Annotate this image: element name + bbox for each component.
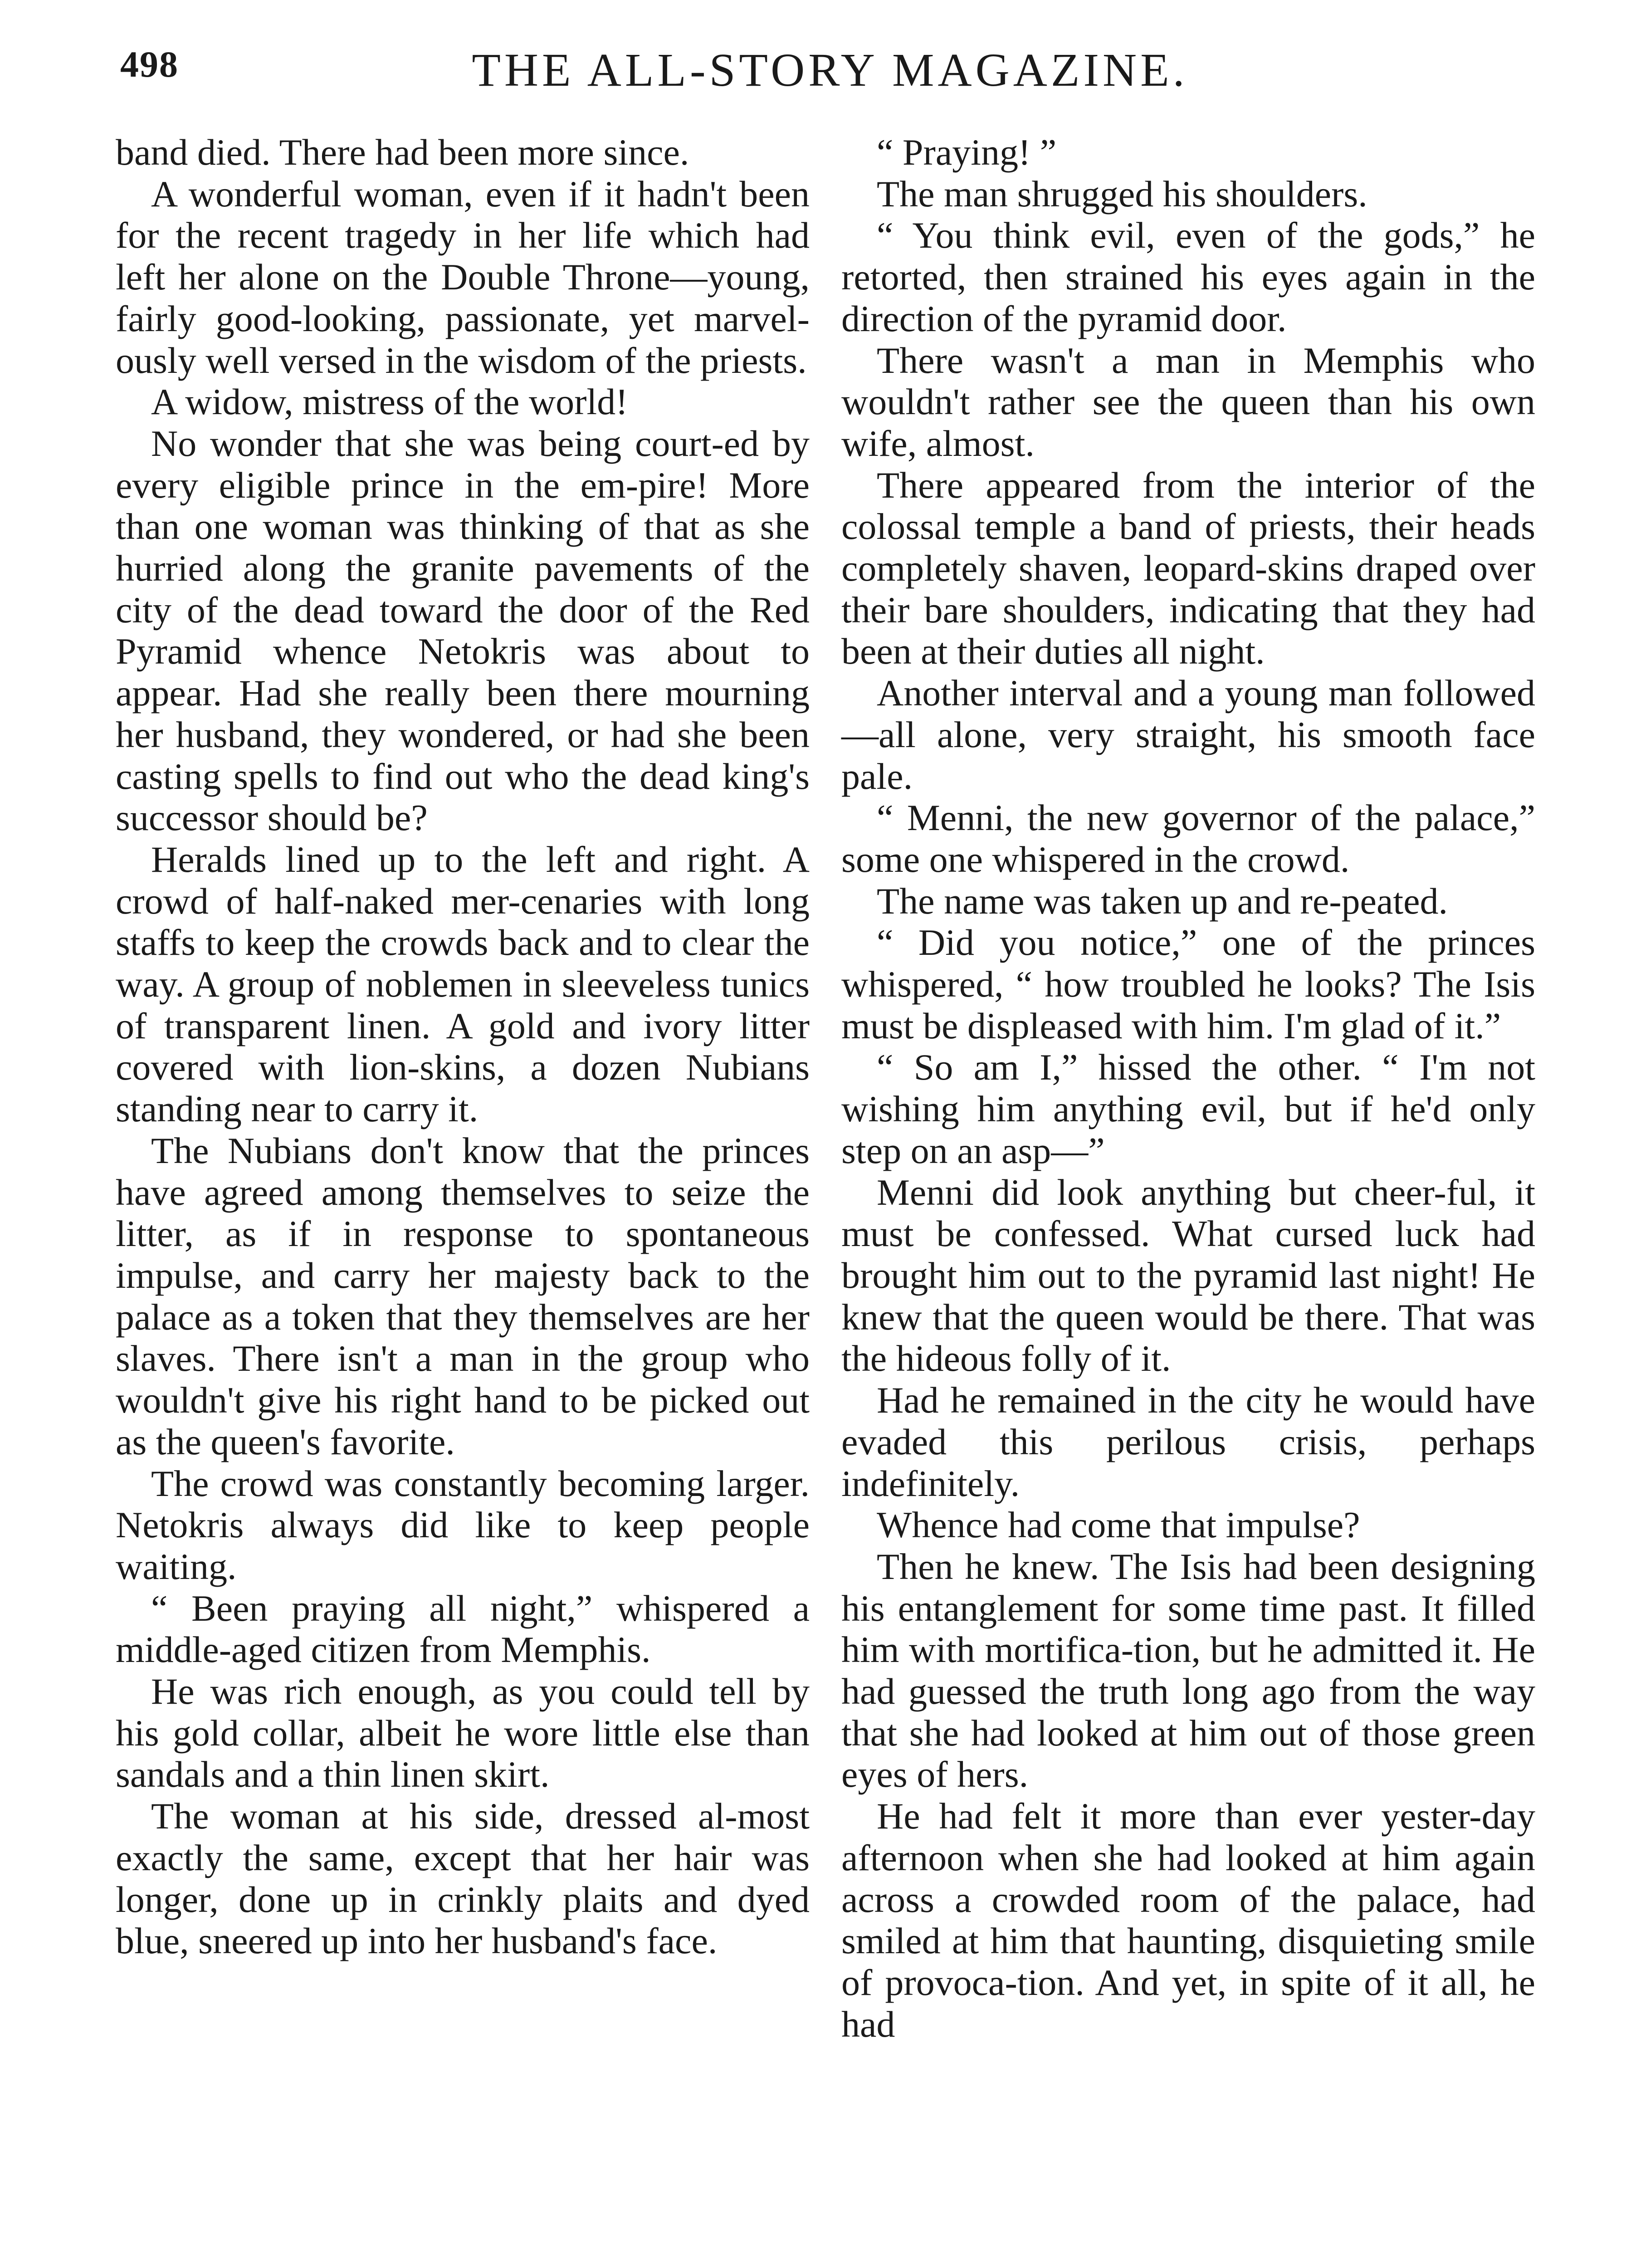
paragraph: The name was taken up and re-peated.	[877, 880, 1448, 922]
paragraph: No wonder that she was being court-ed by every eligible prince in the em-pire! More than one woman was thinking of that as she hurried along the granite pavements of the city of the dead toward the door of the Red Pyramid whence Netokris was about to appear. Had she really been there mourning her husband, they wondered, or had she been casting spells to find out who the dead king's successor should be?	[116, 422, 810, 839]
paragraph: Heralds lined up to the left and right. A crowd of half-naked mer-cenaries with long staffs to keep the crowds back and to clear the way. A group of noblemen in sleeveless tunics of transparent linen. A gold and ivory litter covered with lion-skins, a dozen Nubians standing near to carry it.	[116, 838, 810, 1130]
paragraph: The Nubians don't know that the princes have agreed among themselves to seize the litter, as if in response to spontaneous impulse, and carry her majesty back to the palace as a token that they themselves are her slaves. There isn't a man in the group who wouldn't give his right hand to be picked out as the queen's favorite.	[116, 1129, 810, 1462]
paragraph: “ Praying! ”	[877, 132, 1057, 173]
paragraph: There appeared from the interior of the colossal temple a band of priests, their heads completely shaven, leopard-skins draped over their bare shoulders, indicating that they had been at their duties all night.	[841, 464, 1535, 672]
paragraph: The woman at his side, dressed al-most exactly the same, except that her hair was longer, done up in crinkly plaits and dyed blue, sneered up into her husband's face.	[116, 1795, 810, 1962]
paragraph: band died. There had been more since.	[116, 132, 689, 173]
paragraph: Had he remained in the city he would have evaded this perilous crisis, perhaps indefinitely.	[841, 1379, 1535, 1504]
paragraph: The crowd was constantly becoming larger. Netokris always did like to keep people waiting.	[116, 1462, 810, 1587]
paragraph: Whence had come that impulse?	[877, 1504, 1360, 1546]
paragraph: A wonderful woman, even if it hadn't been for the recent tragedy in her life which had left her alone on the Double Throne—young, fairly good-looking, passionate, yet marvel-ously well versed in the wisdom of the priests.	[116, 173, 810, 381]
running-head: THE ALL-STORY MAGAZINE.	[472, 44, 1188, 96]
paragraph: Then he knew. The Isis had been designing his entanglement for some time past. It filled him with mortifica-tion, but he admitted it. He had guessed the truth long ago from the way that she had looked at him out of those green eyes of hers.	[841, 1545, 1535, 1795]
paragraph: A widow, mistress of the world!	[151, 381, 628, 423]
paragraph: He had felt it more than ever yester-day afternoon when she had looked at him again across a crowded room of the palace, had smiled at him that haunting, disquieting smile of provoca-tion. And yet, in spite of it all, he had	[841, 1795, 1535, 2045]
paragraph: “ You think evil, even of the gods,” he retorted, then strained his eyes again in the direction of the pyramid door.	[841, 215, 1535, 339]
left-column	[116, 132, 810, 1962]
paragraph: “ Been praying all night,” whispered a middle-aged citizen from Memphis.	[116, 1587, 810, 1671]
paragraph: “ Menni, the new governor of the palace,” some one whispered in the crowd.	[841, 797, 1535, 880]
paragraph: There wasn't a man in Memphis who wouldn't rather see the queen than his own wife, almost.	[841, 339, 1535, 464]
paragraph: “ So am I,” hissed the other. “ I'm not wishing him anything evil, but if he'd only step on an asp—”	[841, 1046, 1535, 1171]
page-number: 498	[120, 44, 179, 85]
paragraph: Another interval and a young man followed—all alone, very straight, his smooth face pale.	[841, 672, 1535, 797]
paragraph: “ Did you notice,” one of the princes whispered, “ how troubled he looks? The Isis must be displeased with him. I'm glad of it.”	[841, 922, 1535, 1046]
page-header	[120, 43, 1540, 102]
paragraph: He was rich enough, as you could tell by his gold collar, albeit he wore little else than sandals and a thin linen skirt.	[116, 1671, 810, 1795]
paragraph: Menni did look anything but cheer-ful, it must be confessed. What cursed luck had brought him out to the pyramid last night! He knew that the queen would be there. That was the hideous folly of it.	[841, 1171, 1535, 1379]
paragraph: The man shrugged his shoulders.	[877, 173, 1367, 215]
right-column	[841, 132, 1535, 2045]
